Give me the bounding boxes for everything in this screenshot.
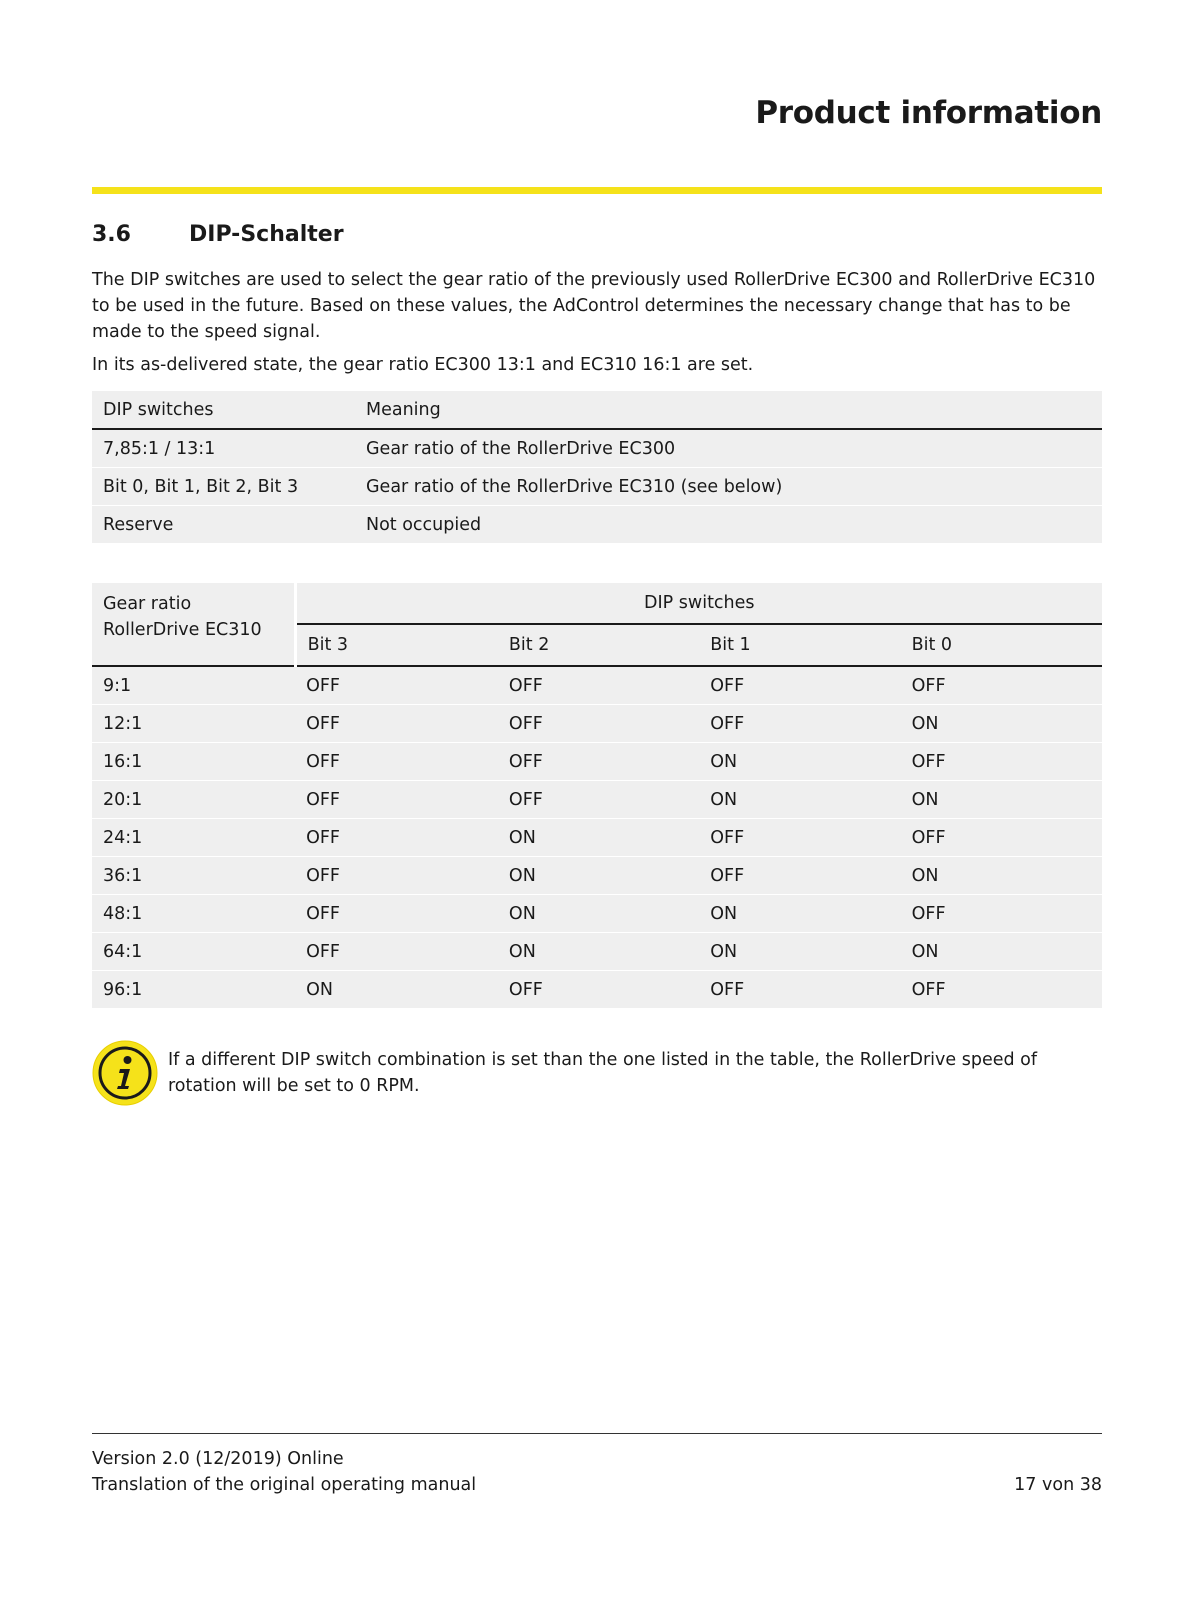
column-header-meaning: Meaning (355, 391, 1102, 429)
table-row (92, 781, 1102, 819)
footer-version: Version 2.0 (12/2019) Online (92, 1449, 344, 1469)
switch-state-cell: ON (699, 781, 900, 819)
table-cell: 7,85:1 / 13:1 (92, 429, 355, 468)
switch-state-cell: OFF (498, 971, 699, 1009)
switch-state-cell: OFF (911, 675, 946, 696)
switch-state-cell: OFF (306, 675, 340, 696)
switch-state-cell: ON (498, 857, 699, 895)
gear-ratio-cell: 16:1 (92, 743, 295, 781)
intro-paragraph-1: The DIP switches are used to select the gear ratio of the previously used RollerDrive EC300 and RollerDrive EC310 to be used in the future. Based on these values, the AdControl determines the necessary change that has to be made to the speed signal. (92, 270, 1096, 342)
switch-state-cell: OFF (699, 705, 900, 743)
footer-divider (92, 1433, 1102, 1434)
section-heading (92, 222, 344, 247)
switch-state-cell: ON (901, 781, 1102, 819)
gear-ratio-cell: 64:1 (92, 933, 295, 971)
page-number: 17 von 38 (1014, 1475, 1102, 1495)
header-divider (92, 187, 1102, 194)
section-number: 3.6 (92, 222, 131, 247)
switch-state-cell: ON (901, 933, 1102, 971)
switch-state-cell: ON (295, 971, 498, 1009)
column-header-dip-switches: DIP switches (92, 391, 355, 429)
switch-state-cell: OFF (901, 971, 1102, 1009)
table-cell: Bit 0, Bit 1, Bit 2, Bit 3 (92, 468, 355, 506)
table-row (92, 819, 1102, 857)
table-header-row (92, 391, 1102, 429)
dip-switch-meaning-table (92, 391, 1102, 543)
intro-paragraph-2: In its as-delivered state, the gear ratio EC300 13:1 and EC310 16:1 are set. (92, 355, 754, 375)
switch-state-cell: OFF (901, 743, 1102, 781)
switch-state-cell: ON (901, 705, 1102, 743)
page-header-title: Product information (755, 95, 1102, 131)
table-row (92, 705, 1102, 743)
switch-state-cell: OFF (901, 895, 1102, 933)
table-row (92, 429, 1102, 468)
switch-state-cell: ON (498, 819, 699, 857)
table-row (92, 933, 1102, 971)
column-header-bit-0: Bit 0 (901, 624, 1102, 666)
switch-state-cell: OFF (295, 705, 498, 743)
switch-state-cell: OFF (498, 743, 699, 781)
footer-left (92, 1446, 476, 1498)
info-icon (92, 1040, 158, 1106)
table-row (92, 506, 1102, 544)
gear-header-line-1: Gear ratio (103, 594, 192, 614)
column-header-gear-ratio (92, 583, 295, 666)
column-header-bit-2: Bit 2 (498, 624, 699, 666)
table-cell: Gear ratio of the RollerDrive EC310 (see below) (355, 468, 1102, 506)
switch-state-cell: ON (699, 933, 900, 971)
column-header-bit-3: Bit 3 (295, 624, 498, 666)
switch-state-cell: ON (699, 743, 900, 781)
table-cell: Gear ratio of the RollerDrive EC300 (355, 429, 1102, 468)
switch-state-cell: OFF (295, 895, 498, 933)
switch-state-cell: OFF (699, 819, 900, 857)
gear-ratio-cell: 48:1 (92, 895, 295, 933)
switch-state-cell: ON (498, 895, 699, 933)
switch-state-cell: ON (699, 895, 900, 933)
switch-state-cell: OFF (498, 705, 699, 743)
table-cell: Reserve (103, 514, 174, 535)
switch-state-cell: OFF (699, 857, 900, 895)
switch-state-cell: OFF (295, 743, 498, 781)
switch-state-cell: OFF (498, 781, 699, 819)
gear-ratio-cell: 36:1 (92, 857, 295, 895)
switch-state-cell: OFF (710, 675, 745, 696)
gear-ratio-cell: 24:1 (92, 819, 295, 857)
table-row (92, 666, 1102, 705)
table-cell: Not occupied (366, 514, 482, 535)
footer-translation: Translation of the original operating manual (92, 1475, 477, 1495)
switch-state-cell: OFF (295, 857, 498, 895)
table-row (92, 895, 1102, 933)
gear-ratio-cell: 96:1 (92, 971, 295, 1009)
switch-state-cell: OFF (508, 675, 543, 696)
switch-state-cell: OFF (699, 971, 900, 1009)
switch-state-cell: OFF (295, 819, 498, 857)
gear-header-line-2: RollerDrive EC310 (103, 620, 262, 640)
gear-ratio-table (92, 583, 1102, 1008)
switch-state-cell: OFF (901, 819, 1102, 857)
table-row (92, 468, 1102, 506)
info-note-text: If a different DIP switch combination is set than the one listed in the table, the RollerDrive speed of rotation will be set to 0 RPM. (168, 1050, 1038, 1096)
switch-state-cell: ON (498, 933, 699, 971)
column-header-dip-switches: DIP switches (295, 583, 1102, 624)
table-row (92, 971, 1102, 1009)
switch-state-cell: OFF (295, 781, 498, 819)
switch-state-cell: ON (901, 857, 1102, 895)
table-row (92, 743, 1102, 781)
gear-ratio-table-body (92, 666, 1102, 1008)
intro-text (92, 267, 1104, 378)
column-header-bit-1: Bit 1 (699, 624, 900, 666)
gear-ratio-cell: 20:1 (92, 781, 295, 819)
table-row (92, 857, 1102, 895)
section-title: DIP-Schalter (189, 222, 344, 247)
gear-ratio-cell: 9:1 (103, 675, 132, 696)
table-header-row (92, 583, 1102, 624)
gear-ratio-cell: 12:1 (92, 705, 295, 743)
switch-state-cell: OFF (295, 933, 498, 971)
